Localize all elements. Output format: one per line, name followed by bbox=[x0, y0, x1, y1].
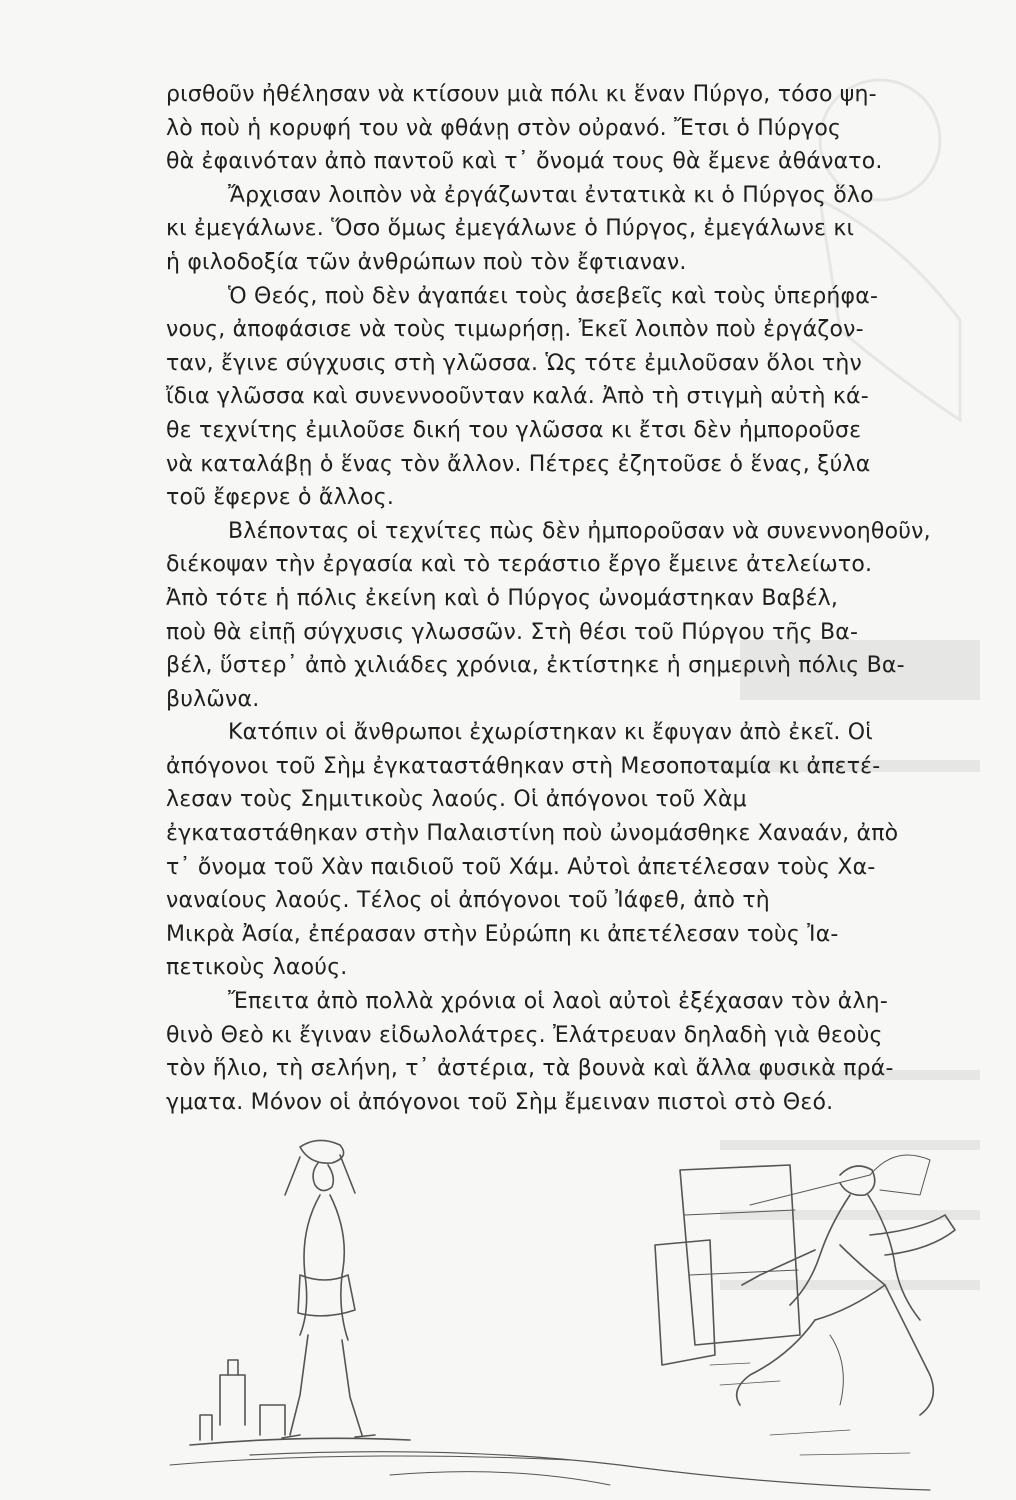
text-line: ποὺ θὰ εἰπῇ σύγχυσις γλωσσῶν. Στὴ θέσι τοῦ Πύργου τῆς Βα- bbox=[166, 619, 859, 645]
text-line: ναναίους λαούς. Τέλος οἱ ἀπόγονοι τοῦ Ἰάφεθ, ἀπὸ τὴ bbox=[166, 888, 770, 914]
text-line: γματα. Μόνον οἱ ἀπόγονοι τοῦ Σὴμ ἔμειναν πιστοὶ στὸ Θεό. bbox=[166, 1089, 834, 1115]
text-line: λεσαν τοὺς Σημιτικοὺς λαούς. Οἱ ἀπόγονοι τοῦ Χὰμ bbox=[166, 787, 747, 813]
text-line: πετικοὺς λαούς. bbox=[166, 955, 348, 981]
text-line: Ἀπὸ τότε ἡ πόλις ἐκείνη καὶ ὁ Πύργος ὠνομάστηκαν Βαβέλ, bbox=[166, 585, 839, 611]
text-line: Μικρὰ Ἀσία, ἐπέρασαν στὴν Εὐρώπη κι ἀπετέλεσαν τοὺς Ἰα- bbox=[166, 921, 839, 947]
text-line: ἡ φιλοδοξία τῶν ἀνθρώπων ποὺ τὸν ἔφτιαναν. bbox=[166, 249, 687, 275]
text-line: θὰ ἐφαινόταν ἀπὸ παντοῦ καὶ τ᾽ ὄνομά τους θὰ ἔμενε ἀθάνατο. bbox=[166, 149, 883, 175]
text-line: βυλῶνα. bbox=[166, 686, 260, 712]
text-line: διέκοψαν τὴν ἐργασία καὶ τὸ τεράστιο ἔργο ἔμεινε ἀτελείωτο. bbox=[166, 552, 873, 578]
text-line: λὸ ποὺ ἡ κορυφή του νὰ φθάνῃ στὸν οὐρανό. Ἔτσι ὁ Πύργος bbox=[166, 115, 842, 141]
text-line: Ἄρχισαν λοιπὸν νὰ ἐργάζωνται ἐντατικὰ κι ὁ Πύργος ὅλο bbox=[228, 182, 874, 208]
text-line: θε τεχνίτης ἐμιλοῦσε δική του γλῶσσα κι ἔτσι δὲν ἠμποροῦσε bbox=[166, 417, 862, 443]
text-line: βέλ, ὕστερ᾽ ἀπὸ χιλιάδες χρόνια, ἐκτίστηκε ἡ σημερινὴ πόλις Βα- bbox=[166, 653, 905, 679]
text-line: Κατόπιν οἱ ἄνθρωποι ἐχωρίστηκαν κι ἔφυγαν ἀπὸ ἐκεῖ. Οἱ bbox=[228, 720, 873, 746]
text-line: νὰ καταλάβῃ ὁ ἕνας τὸν ἄλλον. Πέτρες ἐζητοῦσε ὁ ἕνας, ξύλα bbox=[166, 451, 871, 477]
text-line: ἀπόγονοι τοῦ Σὴμ ἐγκαταστάθηκαν στὴ Μεσοποταμία κι ἀπετέ- bbox=[166, 753, 881, 779]
text-line: ρισθοῦν ἠθέλησαν νὰ κτίσουν μιὰ πόλι κι ἕναν Πύργο, τόσο ψη- bbox=[166, 82, 877, 107]
body-text bbox=[166, 78, 966, 1119]
text-line: νους, ἀποφάσισε νὰ τοὺς τιμωρήσῃ. Ἐκεῖ λοιπὸν ποὺ ἐργάζον- bbox=[166, 317, 864, 343]
text-line: ἐγκαταστάθηκαν στὴν Παλαιστίνη ποὺ ὠνομάσθηκε Χαναάν, ἀπὸ bbox=[166, 821, 899, 847]
text-line: Ὁ Θεός, ποὺ δὲν ἀγαπάει τοὺς ἀσεβεῖς καὶ τοὺς ὑπερήφα- bbox=[228, 283, 879, 309]
text-line: ἴδια γλῶσσα καὶ συνεννοοῦνταν καλά. Ἀπὸ τὴ στιγμὴ αὐτὴ κά- bbox=[166, 384, 869, 410]
tower-of-babel-sketch-icon bbox=[150, 1135, 1000, 1500]
text-line: τὸν ἥλιο, τὴ σελήνη, τ᾽ ἀστέρια, τὰ βουνὰ καὶ ἄλλα φυσικὰ πρά- bbox=[166, 1056, 894, 1082]
text-line: Ἔπειτα ἀπὸ πολλὰ χρόνια οἱ λαοὶ αὐτοὶ ἐξέχασαν τὸν ἀλη- bbox=[228, 989, 888, 1015]
text-line: Βλέποντας οἱ τεχνίτες πὼς δὲν ἠμποροῦσαν νὰ συνεννοηθοῦν, bbox=[228, 518, 931, 544]
text-line: ταν, ἔγινε σύγχυσις στὴ γλῶσσα. Ὡς τότε ἐμιλοῦσαν ὅλοι τὴν bbox=[166, 350, 862, 376]
text-line: τοῦ ἔφερνε ὁ ἄλλος. bbox=[166, 485, 395, 511]
text-line: θινὸ Θεὸ κι ἔγιναν εἰδωλολάτρες. Ἐλάτρευαν δηλαδὴ γιὰ θεοὺς bbox=[166, 1022, 883, 1048]
text-line: τ᾽ ὄνομα τοῦ Χὰν παιδιοῦ τοῦ Χάμ. Αὐτοὶ ἀπετέλεσαν τοὺς Χα- bbox=[166, 854, 876, 880]
text-line: κι ἐμεγάλωνε. Ὅσο ὅμως ἐμεγάλωνε ὁ Πύργος, ἐμεγάλωνε κι bbox=[166, 216, 855, 242]
